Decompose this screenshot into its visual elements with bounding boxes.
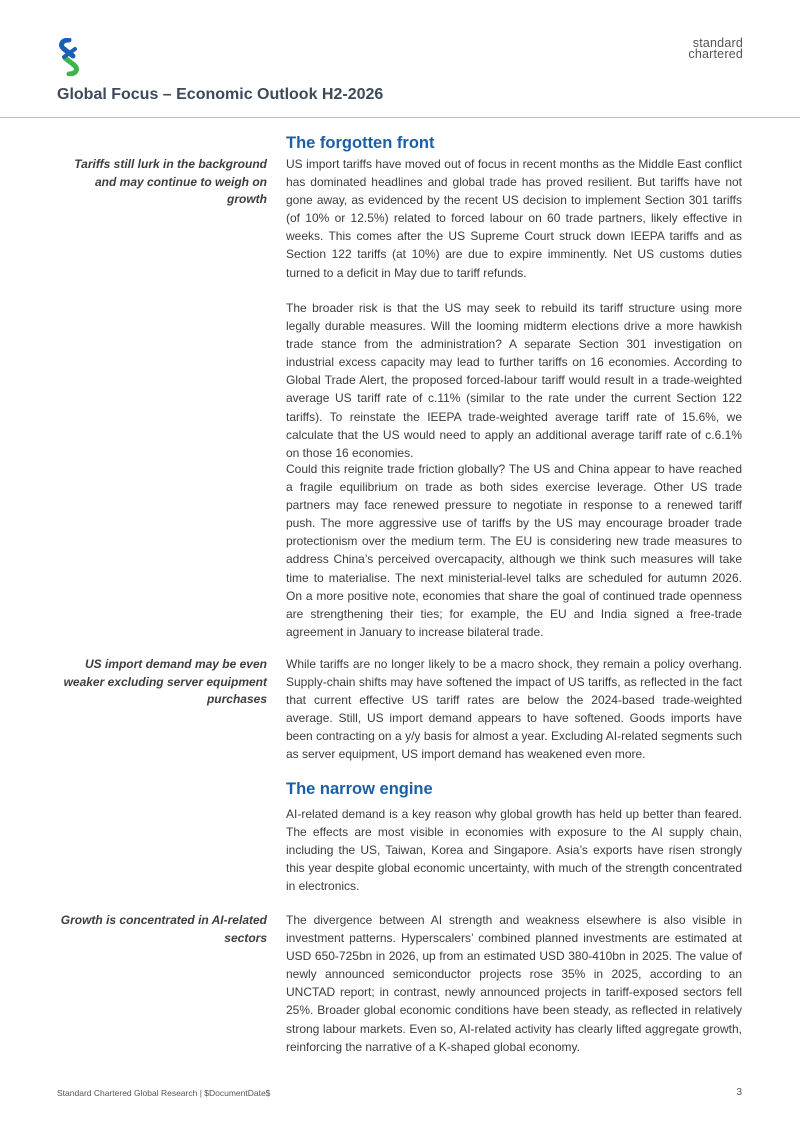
side-note-ai-growth: Growth is concentrated in AI-related sectors [60, 913, 267, 945]
brand-wordmark [688, 38, 743, 60]
section-heading-forgotten-front: The forgotten front [286, 134, 435, 152]
paragraph-forgotten-front-3: Could this reignite trade friction globally? The US and China appear to have reached a fragile equilibrium on trade as both sides exercise leverage. Other US trade partners may face renewed pressure to negotiate in response to a renewed tariff push. The more aggressive use of tariffs by the US may encourage broader trade protectionism over the medium term. The EU is considering new trade measures to address China’s perceived overcapacity, although we think such measures will take time to materialise. The next ministerial-level talks are scheduled for autumn 2026. On a more positive note, economies that share the goal of continued trade openness are strengthening their ties; for example, the EU and India signed a free-trade agreement in January to increase bilateral trade. [286, 462, 742, 639]
paragraph-forgotten-front-4: While tariffs are no longer likely to be a macro shock, they remain a policy overhang. Supply-chain shifts may have softened the impact of US tariffs, as reflected in the fact that current effective US tariff rates are below the 2024-based trade-weighted average. Still, US import demand appears to have softened. Goods imports have been contracting on a y/y basis for almost a year. Excluding AI-related segments such as server equipment, US import demand has weakened even more. [286, 657, 742, 762]
header-divider [0, 117, 800, 118]
paragraph-forgotten-front-2: The broader risk is that the US may seek to rebuild its tariff structure using more legally durable measures. Will the looming midterm elections drive a more hawkish trade stance from the administration? A separate Section 301 investigation on industrial excess capacity may lead to further tariffs on 16 economies. According to Global Trade Alert, the proposed forced-labour tariff would result in a trade-weighted average US tariff rate of c.11% (similar to the rate under the current Section 122 tariffs). To reinstate the IEEPA trade-weighted average tariff rate of 15.6%, we calculate that the US would need to apply an additional average tariff rate of c.6.1% on those 16 economies. [286, 301, 742, 460]
section-heading-narrow-engine: The narrow engine [286, 780, 433, 798]
side-note-tariffs: Tariffs still lurk in the background and may continue to weigh on growth [74, 157, 267, 206]
footer-source: Standard Chartered Global Research | $DocumentDate$ [57, 1088, 271, 1098]
paragraph-forgotten-front-1: US import tariffs have moved out of focus in recent months as the Middle East conflict has dominated headlines and global trade has proved resilient. But tariffs have not gone away, as evidenced by the recent US decision to implement Section 301 tariffs (of 10% or 12.5%) related to forced labour on 60 trade partners, likely effective in weeks. This comes after the US Supreme Court struck down IEEPA tariffs and as Section 122 tariffs (at 10%) are due to expire imminently. Net US customs duties turned to a deficit in May due to tariff refunds. [286, 157, 742, 280]
standard-chartered-logo-icon [56, 38, 82, 76]
page-number: 3 [736, 1087, 742, 1098]
paragraph-narrow-engine-2: The divergence between AI strength and weakness elsewhere is also visible in investment patterns. Hyperscalers’ combined planned investments are estimated at USD 650-725bn in 2026, up from an estimated USD 380-410bn in 2025. The value of newly announced semiconductor projects rose 35% in 2025, according to an UNCTAD report; in contrast, newly announced projects in tariff-exposed sectors fell 25%. Broader global economic conditions have been steady, as reflected in relatively strong labour markets. Even so, AI-related activity has clearly lifted aggregate growth, reinforcing the narrative of a K-shaped global economy. [286, 913, 742, 1054]
brand-line-1: standard [692, 36, 743, 50]
side-note-import-demand: US import demand may be even weaker excluding server equipment purchases [63, 657, 267, 706]
paragraph-narrow-engine-1: AI-related demand is a key reason why global growth has held up better than feared. The effects are most visible in economies with exposure to the AI supply chain, including the US, Taiwan, Korea and Singapore. Asia’s exports have risen strongly this year despite global economic uncertainty, with much of the strength concentrated in electronics. [286, 807, 742, 894]
brand-line-2: chartered [688, 47, 743, 61]
page-title: Global Focus – Economic Outlook H2-2026 [57, 86, 384, 103]
